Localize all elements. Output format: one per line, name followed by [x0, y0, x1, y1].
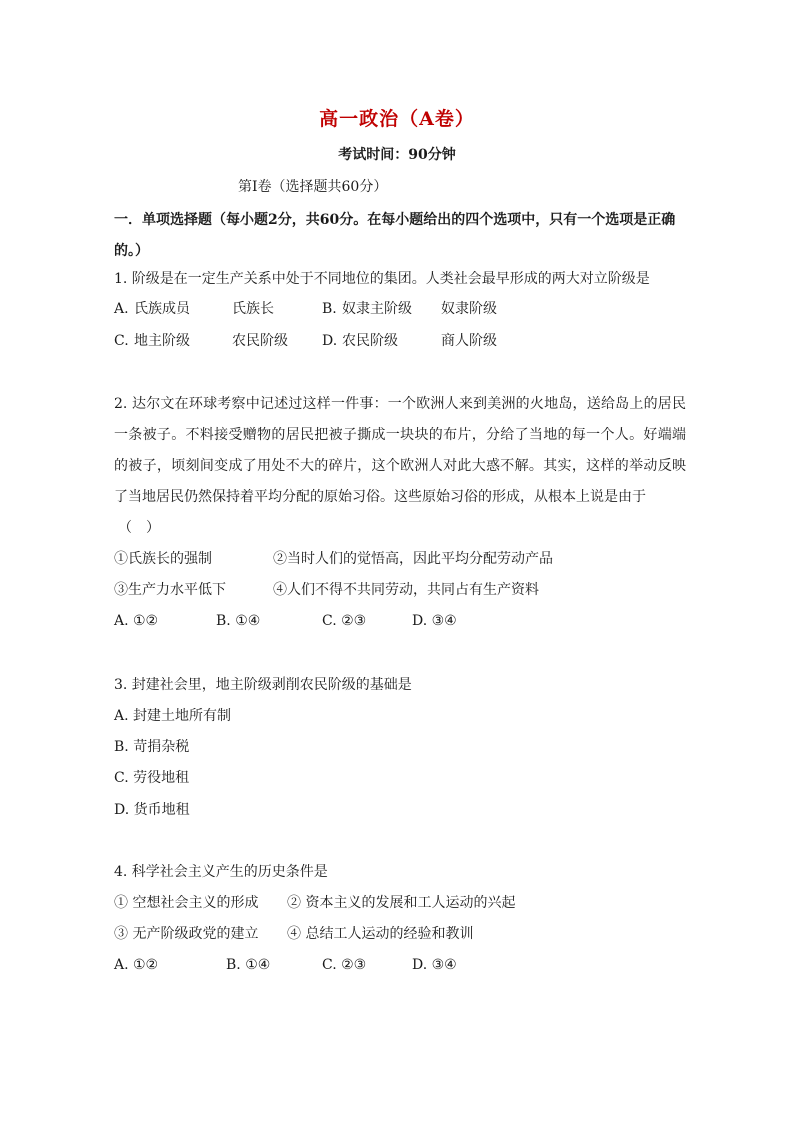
- q1-option-a-letter: A.: [114, 301, 129, 317]
- q1-option-b-letter: B.: [322, 301, 337, 317]
- q1-option-a-text2: 氏族长: [232, 301, 274, 317]
- q1-option-c-text2: 农民阶级: [232, 333, 288, 349]
- q4-item-1: ① 空想社会主义的形成: [114, 895, 259, 911]
- q2-option-a: A. ①②: [114, 613, 159, 629]
- q4-item-3: ③ 无产阶级政党的建立: [114, 926, 259, 942]
- q4-option-b: B. ①④: [226, 957, 271, 973]
- part-title: 第Ⅰ卷（选择题共60分）: [238, 179, 388, 195]
- q1-option-d-text2: 商人阶级: [441, 333, 497, 349]
- q4-item-4: ④ 总结工人运动的经验和教训: [287, 926, 474, 942]
- q4-item-2: ② 资本主义的发展和工人运动的兴起: [287, 895, 516, 911]
- q2-answer-blank: （ ）: [118, 520, 160, 536]
- q3-option-c: C. 劳役地租: [114, 770, 190, 786]
- q2-item-1: ①氏族长的强制: [114, 551, 212, 567]
- q2-item-2: ②当时人们的觉悟高，因此平均分配劳动产品: [273, 551, 553, 567]
- q2-option-c: C. ②③: [322, 613, 367, 629]
- q2-option-b: B. ①④: [216, 613, 261, 629]
- q2-item-4: ④人们不得不共同劳动，共同占有生产资料: [273, 582, 539, 598]
- q1-option-d-letter: D.: [322, 333, 338, 349]
- q3-option-a: A. 封建土地所有制: [114, 708, 232, 724]
- q1-option-a-text1: 氏族成员: [134, 301, 190, 317]
- q1-option-c-letter: C.: [114, 333, 129, 349]
- q2-item-3: ③生产力水平低下: [114, 582, 226, 598]
- q1-option-b-text1: 奴隶主阶级: [342, 301, 412, 317]
- q4-option-a: A. ①②: [114, 957, 159, 973]
- q3-option-d: D. 货币地租: [114, 802, 190, 818]
- q1-option-d-text1: 农民阶级: [342, 333, 398, 349]
- q4-option-c: C. ②③: [322, 957, 367, 973]
- section-heading: 一．单项选择题（每小题2分，共60分。在每小题给出的四个选项中，只有一个选项是正确的。）: [114, 212, 676, 259]
- question-4-stem: 4. 科学社会主义产生的历史条件是: [114, 864, 328, 880]
- page-title: 高一政治（A卷）: [319, 108, 475, 130]
- q1-option-b-text2: 奴隶阶级: [441, 301, 497, 317]
- question-3-stem: 3. 封建社会里，地主阶级剥削农民阶级的基础是: [114, 677, 412, 693]
- q4-option-d: D. ③④: [412, 957, 457, 973]
- q1-option-c-text1: 地主阶级: [134, 333, 190, 349]
- q3-option-b: B. 苛捐杂税: [114, 739, 190, 755]
- question-1-stem: 1. 阶级是在一定生产关系中处于不同地位的集团。人类社会最早形成的两大对立阶级是: [114, 271, 650, 287]
- question-2-stem: 2. 达尔文在环球考察中记述过这样一件事：一个欧洲人来到美洲的火地岛，送给岛上的居民一条被子。不料接受赠物的居民把被子撕成一块块的布片，分给了当地的每一个人。好端端的被子，顷刻间变成了用处不大的碎片，这个欧洲人对此大惑不解。其实，这样的举动反映了当地居民仍然保持着平均分配的原始习俗。这些原始习俗的形成，从根本上说是由于: [114, 396, 686, 505]
- exam-time: 考试时间：90分钟: [338, 147, 456, 163]
- q2-option-d: D. ③④: [412, 613, 457, 629]
